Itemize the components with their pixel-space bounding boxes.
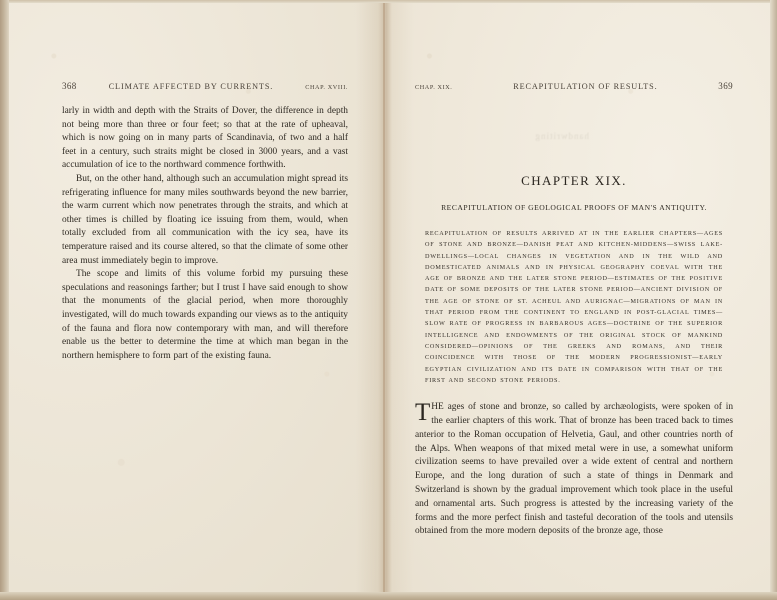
- scan-edge-right: [770, 0, 777, 600]
- left-running-chapter: CHAP. XVIII.: [305, 84, 348, 91]
- scan-edge-bottom: [0, 592, 777, 600]
- right-running-chapter: CHAP. XIX.: [415, 84, 453, 91]
- show-through-smudge: handwriting: [534, 131, 589, 141]
- paragraph: larly in width and depth with the Straits of Dover, the difference in depth not being more than three or four feet; so that at the rate of upheaval, which is now going on in many parts of Scandinavia, of two and a half feet in a century, such straits might be closed in 3000 years, and a vast accumulation of ice to the northward commence forthwith.: [62, 106, 348, 171]
- left-page-textblock: [62, 81, 348, 363]
- left-page: [9, 3, 383, 592]
- opening-paragraph: [415, 401, 733, 539]
- right-running-head: [415, 81, 733, 91]
- chapter-subtitle: RECAPITULATION OF GEOLOGICAL PROOFS OF MAN'S ANTIQUITY.: [441, 203, 707, 212]
- left-folio-number: 368: [62, 81, 77, 91]
- drop-cap-letter: T: [415, 399, 431, 427]
- opening-line-one: HE ages of stone and bronze, so called by archæologists,: [431, 402, 658, 413]
- scan-edge-left: [0, 0, 9, 600]
- opening-body-rest: That of bronze has been traced back to times anterior to the Roman occupation of Helvetia, Gaul, and other countries north of the Alps. When weapons of that mixed metal were in use, a somewhat uniform civilization seems to have prevailed over a wide extent of central and northern Europe, and the long duration of such a state of things in Denmark and Switzerland is shown by the gradual improvement which took place in the useful and ornamental arts. Such progress is attested by the increasing variety of the forms and the more perfect finish and tasteful decoration of the tools and utensils obtained from the more modern deposits of the bronze age, those: [415, 415, 733, 537]
- right-page-textblock: [415, 81, 733, 539]
- paragraph: But, on the other hand, although such an accumulation might spread its refrigerating influence for many miles southwards beyond the new barrier, the warm current which now penetrates through the straits, and which at other times is chilled by floating ice issuing from them, would, when totally excluded from all communication with the icy sea, have its temperature raised and its course altered, so that the climate of some other area must immediately begin to improve.: [62, 173, 348, 266]
- chapter-synopsis: RECAPITULATION OF RESULTS ARRIVED AT IN THE EARLIER CHAPTERS—AGES OF STONE AND BRONZE—DANISH PEAT AND KITCHEN-MIDDENS—SWISS LAKE-DWELLINGS—LOCAL CHANGES IN VEGETATION AND IN THE WILD AND DOMESTICATED ANIMALS AND IN PHYSICAL GEOGRAPHY COEVAL WITH THE AGE OF BRONZE AND THE LATER STONE PERIOD—ESTIMATES OF THE POSITIVE DATE OF SOME DEPOSITS OF THE LATER STONE PERIOD—ANCIENT DIVISION OF THE AGE OF STONE OF ST. ACHEUL AND AURIGNAC—MIGRATIONS OF MAN IN THAT PERIOD FROM THE CONTINENT TO ENGLAND IN POST-GLACIAL TIMES—SLOW RATE OF PROGRESS IN BARBAROUS AGES—DOCTRINE OF THE SUPERIOR INTELLIGENCE AND ENDOWMENTS OF THE ORIGINAL STOCK OF MANKIND CONSIDERED—OPINIONS OF THE GREEKS AND ROMANS, AND THEIR COINCIDENCE WITH THOSE OF THE MODERN PROGRESSIONIST—EARLY EGYPTIAN CIVILIZATION AND ITS DATE IN COMPARISON WITH THAT OF THE FIRST AND SECOND STONE PERIODS.: [425, 230, 723, 384]
- left-running-title: CLIMATE AFFECTED BY CURRENTS.: [108, 82, 274, 91]
- right-page: [383, 3, 770, 592]
- right-running-title: RECAPITULATION OF RESULTS.: [513, 82, 658, 91]
- right-folio-number: 369: [718, 81, 733, 91]
- book-spread: [9, 3, 770, 592]
- left-running-head: [62, 81, 348, 91]
- chapter-number-heading: CHAPTER XIX.: [521, 173, 627, 188]
- opening-line-two: were spoken of in the earlier chapters of this work.: [431, 402, 734, 426]
- paragraph: The scope and limits of this volume forbid my pursuing these speculations and reasonings farther; but I trust I have said enough to show that the monuments of the glacial period, when more thoroughly investigated, will do much towards expanding our views as to the antiquity of the fauna and flora now contemporary with man, and will therefore enable us the better to determine the time at which man began in the northern hemisphere to form part of the existing fauna.: [62, 269, 348, 361]
